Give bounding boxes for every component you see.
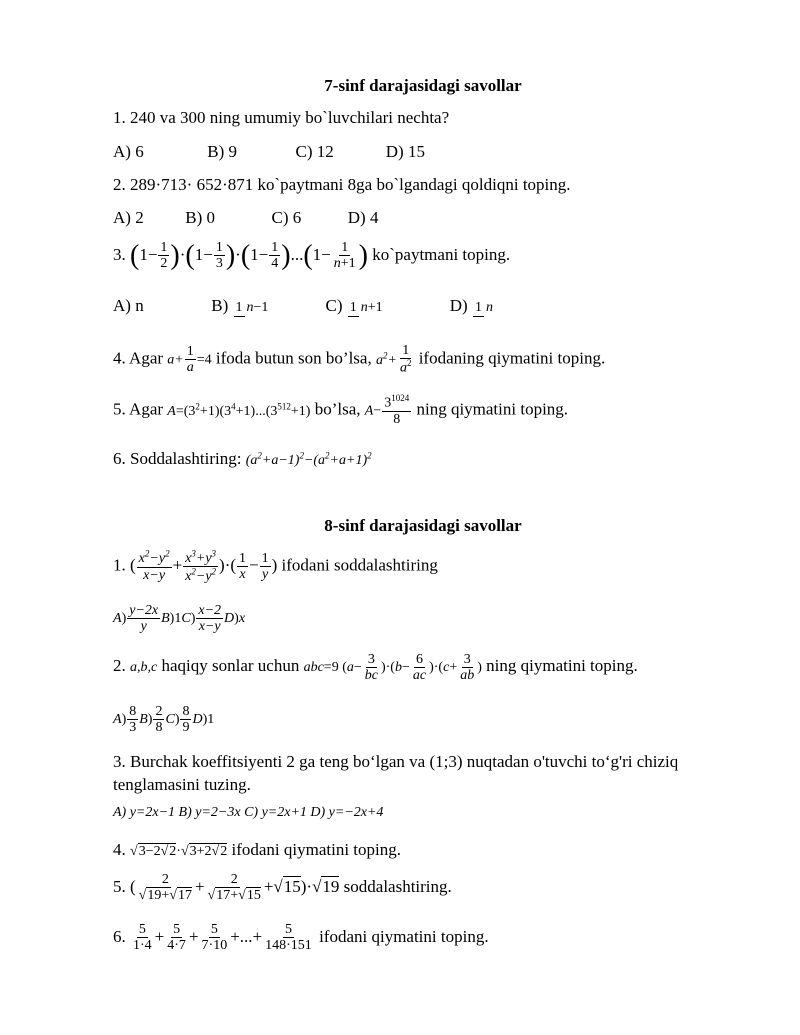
s7-q2-options [113, 208, 378, 228]
s7-q3-option-a: A) n [113, 296, 144, 315]
s7-q1-option-c: C) 12 [295, 142, 334, 161]
s8-q3-line2: tenglamasini tuzing. [113, 775, 251, 794]
s7-q2-option-c: C) 6 [271, 208, 302, 227]
s7-q1-options [113, 142, 425, 162]
s7-q2-option-d: D) 4 [347, 208, 379, 227]
s7-q2: 2. 289·713· 652·871 ko`paytmani 8ga bo`lgandagi qoldiqni toping. [113, 175, 571, 194]
s8-q6: 6. $\frac{5}{1\cdot 4}$ + $\frac{5}{4\cdot 7}$ + $\frac{5}{7\cdot 10}$ +...+ $\frac{5}{148\cdot 151}$ ifodani qiymatini toping. [113, 922, 489, 954]
s7-q5: 5. Agar $A=(3^2+1)(3^4+1)...(3^{512}+1)$ bo’lsa, A− $\frac{3^{1024}}{8}$ ning qiymatini toping. [113, 393, 569, 428]
s7-q3: 3. (1− $\frac{1}{2}$ )·(1− $\frac{1}{3}$ )·(1− $\frac{1}{4}$ )...(1− $\frac{1}{n+1}$ ) ko`paytmani toping. [113, 239, 511, 272]
s7-q1: 1. 240 va 300 ning umumiy bo`luvchilari nechta? [113, 108, 450, 127]
s7-q1-option-a: A) 6 [113, 142, 144, 161]
s7-q1-option-b: B) 9 [207, 142, 237, 161]
s7-q3-option-c: C) 1 n+1 [325, 296, 383, 316]
s7-q1-option-d: D) 15 [385, 142, 425, 161]
s8-q1: 1. ( $\frac{x^2-y^2}{x-y}$ + $\frac{x^3+y^3}{x^2-y^2}$ )·( $\frac{1}{x}$ − $\frac{1}{y}$ ) ifodani soddalashtiring [113, 548, 438, 584]
s8-q2: 2. a,b,c haqiqy sonlar uchun abc=9 (a− $\frac{3}{bc}$ )·(b− $\frac{6}{ac}$ )·(c+ $\frac{3}{ab}$ ) ning qiymatini toping. [113, 652, 638, 684]
s7-q3-option-b: B) 1 n−1 [211, 296, 269, 316]
s7-q2-option-b: B) 0 [185, 208, 215, 227]
s7-q4: 4. Agar a+ $\frac{1}{a}$ =4 ifoda butun son bo’lsa, $a^2+$ $\frac{1}{a^2}$ ifodaning qiymatini toping. [113, 343, 606, 377]
s8-q3-options: A) y=2x−1 B) y=2−3x C) y=2x+1 D) y=−2x+4 [113, 805, 384, 820]
section-7-title: 7-sinf darajasidagi savollar [324, 76, 522, 95]
s8-q1-options: A) $\frac{y-2x}{y}$ B)1C) $\frac{x-2}{x-y}$ D)x [113, 603, 246, 635]
s7-q3-option-d: D) 1 n [449, 296, 493, 316]
s8-q4: 4. √3−2√2·√3+2√2 ifodani qiymatini toping. [113, 840, 401, 859]
s8-q3-line1: 3. Burchak koeffitsiyenti 2 ga teng bo‘lgan va (1;3) nuqtadan o'tuvchi to‘g'ri chiziq [113, 752, 679, 771]
s7-q3-options [113, 296, 496, 317]
s7-q6: 6. Soddalashtiring: $(a^2+a-1)^2-(a^2+a+1)^2$ [113, 449, 372, 468]
s8-q2-options: A) $\frac{8}{3}$ B) $\frac{2}{8}$ C) $\frac{8}{9}$ D)1 [113, 704, 215, 736]
section-8-title: 8-sinf darajasidagi savollar [324, 516, 522, 535]
s8-q5: 5. ( $\frac{2}{√19+√17}$ + $\frac{2}{√17+√15}$ +√15)·√19 soddalashtiring. [113, 872, 452, 904]
s7-q2-option-a: A) 2 [113, 208, 144, 227]
